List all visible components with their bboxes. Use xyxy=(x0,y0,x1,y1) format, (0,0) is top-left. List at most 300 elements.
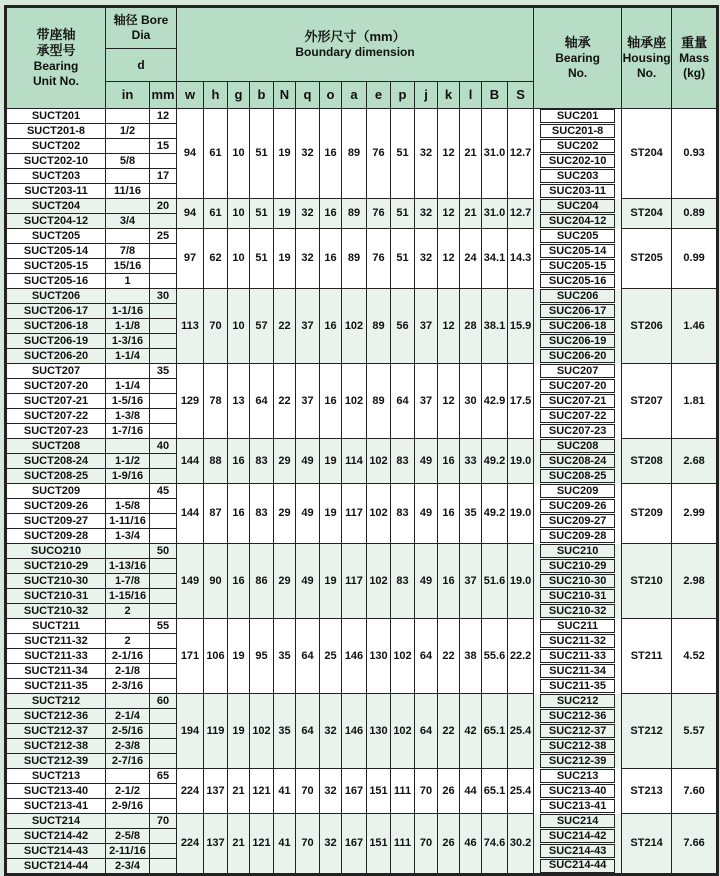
dim-col-header-b: b xyxy=(250,82,274,109)
bearing-no-cell xyxy=(534,304,622,319)
dim-e-cell: 102 xyxy=(367,544,391,619)
dim-N-cell: 35 xyxy=(274,694,296,769)
bearing-no-cell xyxy=(534,424,622,439)
bore-in-cell: 1-1/16 xyxy=(106,304,150,319)
unit-no-cell: SUCT204-12 xyxy=(6,214,106,229)
bore-mm-cell xyxy=(150,679,177,694)
unit-no-cell: SUCT211-35 xyxy=(6,679,106,694)
header-text: 承型号 xyxy=(36,43,76,58)
dim-col-header-q: q xyxy=(296,82,320,109)
dim-col-header-j: j xyxy=(415,82,438,109)
bearing-no-cell xyxy=(534,229,622,244)
dim-b-cell: 57 xyxy=(250,289,274,364)
unit-no-cell: SUCT206-17 xyxy=(6,304,106,319)
bearing-no-cell xyxy=(534,364,622,379)
header-text: 带座轴 xyxy=(36,26,76,42)
unit-no-cell: SUCT213 xyxy=(6,769,106,784)
dim-N-cell: 41 xyxy=(274,814,296,875)
bearing-no-cell xyxy=(534,514,622,529)
dim-h-cell: 87 xyxy=(204,484,228,544)
unit-no-cell: SUCT209-26 xyxy=(6,499,106,514)
dim-a-cell: 114 xyxy=(342,439,367,484)
dim-j-cell: 32 xyxy=(415,199,438,229)
bearing-no-cell xyxy=(534,784,622,799)
dim-col-header-l: l xyxy=(460,82,482,109)
dim-l-cell: 21 xyxy=(460,109,482,199)
bearing-no-cell xyxy=(534,124,622,139)
bearing-no-box: SUC214-42 xyxy=(540,829,615,843)
bore-in-cell: 1 xyxy=(106,274,150,289)
bearing-no-cell xyxy=(534,694,622,709)
bore-mm-cell xyxy=(150,664,177,679)
dim-k-cell: 12 xyxy=(438,229,460,289)
dim-a-cell: 117 xyxy=(342,484,367,544)
dim-S-cell: 19.0 xyxy=(508,484,534,544)
bore-in-cell: 2-5/16 xyxy=(106,724,150,739)
dim-o-cell: 19 xyxy=(320,484,342,544)
bearing-no-cell xyxy=(534,709,622,724)
dim-e-cell: 76 xyxy=(367,229,391,289)
dim-k-cell: 22 xyxy=(438,619,460,694)
bearing-no-box: SUC211-35 xyxy=(540,679,615,693)
unit-no-cell: SUCT207 xyxy=(6,364,106,379)
mass-cell: 7.66 xyxy=(672,814,718,875)
bearing-no-cell xyxy=(534,844,622,859)
bearing-no-cell xyxy=(534,319,622,334)
bore-in-cell: 2-3/16 xyxy=(106,679,150,694)
bore-in-cell: 2-3/4 xyxy=(106,859,150,875)
dim-w-cell: 149 xyxy=(177,544,204,619)
dim-l-cell: 46 xyxy=(460,814,482,875)
bearing-no-cell xyxy=(534,634,622,649)
dim-j-cell: 32 xyxy=(415,229,438,289)
dim-p-cell: 83 xyxy=(391,439,415,484)
bearing-no-box: SUC212-36 xyxy=(540,709,615,723)
header-text: Bearing xyxy=(555,51,600,66)
bore-in-cell: 15/16 xyxy=(106,259,150,274)
bore-in-cell xyxy=(106,199,150,214)
bore-in-cell xyxy=(106,694,150,709)
col-header-in: in xyxy=(106,82,150,109)
dim-j-cell: 49 xyxy=(415,484,438,544)
bearing-no-cell xyxy=(534,649,622,664)
bearing-no-cell xyxy=(534,829,622,844)
dim-g-cell: 10 xyxy=(228,289,250,364)
bore-mm-cell xyxy=(150,244,177,259)
dim-N-cell: 29 xyxy=(274,544,296,619)
dim-q-cell: 37 xyxy=(296,364,320,439)
dim-k-cell: 12 xyxy=(438,289,460,364)
table-row xyxy=(6,289,718,304)
dim-S-cell: 17.5 xyxy=(508,364,534,439)
dim-e-cell: 76 xyxy=(367,109,391,199)
bore-in-cell xyxy=(106,544,150,559)
unit-no-cell: SUCT205-15 xyxy=(6,259,106,274)
unit-no-cell: SUCT206-20 xyxy=(6,349,106,364)
bore-in-cell: 2-9/16 xyxy=(106,799,150,814)
dim-b-cell: 86 xyxy=(250,544,274,619)
dim-N-cell: 22 xyxy=(274,289,296,364)
col-header-bearing-unit-no xyxy=(6,7,106,109)
bore-mm-cell xyxy=(150,649,177,664)
bore-mm-cell xyxy=(150,334,177,349)
bearing-no-cell xyxy=(534,109,622,124)
dim-k-cell: 12 xyxy=(438,109,460,199)
unit-no-cell: SUCT207-23 xyxy=(6,424,106,439)
bearing-no-cell xyxy=(534,499,622,514)
unit-no-cell: SUCT210-30 xyxy=(6,574,106,589)
housing-no-cell: ST212 xyxy=(622,694,672,769)
header-text: No. xyxy=(567,66,588,81)
bore-mm-cell xyxy=(150,409,177,424)
dim-p-cell: 83 xyxy=(391,484,415,544)
bore-in-cell xyxy=(106,439,150,454)
bore-in-cell: 1-5/16 xyxy=(106,394,150,409)
unit-no-cell: SUCT212-38 xyxy=(6,739,106,754)
dim-N-cell: 22 xyxy=(274,364,296,439)
bore-in-cell: 2 xyxy=(106,604,150,619)
dim-j-cell: 37 xyxy=(415,289,438,364)
bore-in-cell: 1-9/16 xyxy=(106,469,150,484)
bore-mm-cell xyxy=(150,559,177,574)
dim-col-header-g: g xyxy=(228,82,250,109)
bearing-no-cell xyxy=(534,619,622,634)
dim-p-cell: 102 xyxy=(391,694,415,769)
housing-no-cell: ST210 xyxy=(622,544,672,619)
bearing-no-box: SUC211-33 xyxy=(540,649,615,663)
dim-e-cell: 102 xyxy=(367,484,391,544)
bore-mm-cell xyxy=(150,394,177,409)
dim-w-cell: 129 xyxy=(177,364,204,439)
bore-in-cell: 11/16 xyxy=(106,184,150,199)
dim-q-cell: 64 xyxy=(296,694,320,769)
table-row xyxy=(6,439,718,454)
bore-in-cell xyxy=(106,139,150,154)
dim-j-cell: 32 xyxy=(415,109,438,199)
bearing-no-cell xyxy=(534,199,622,214)
bore-mm-cell xyxy=(150,469,177,484)
dim-h-cell: 61 xyxy=(204,199,228,229)
dim-g-cell: 21 xyxy=(228,814,250,875)
dim-o-cell: 16 xyxy=(320,199,342,229)
dim-e-cell: 89 xyxy=(367,364,391,439)
dim-o-cell: 16 xyxy=(320,109,342,199)
bearing-no-box: SUC214-44 xyxy=(540,859,615,873)
dim-h-cell: 137 xyxy=(204,769,228,814)
bore-mm-cell xyxy=(150,184,177,199)
dim-q-cell: 70 xyxy=(296,814,320,875)
unit-no-cell: SUCT212-37 xyxy=(6,724,106,739)
dim-k-cell: 16 xyxy=(438,439,460,484)
mass-cell: 2.99 xyxy=(672,484,718,544)
bore-in-cell: 2 xyxy=(106,634,150,649)
header-text: 轴径 Bore xyxy=(113,13,169,27)
header-text: 轴承 xyxy=(564,34,591,50)
dim-l-cell: 24 xyxy=(460,229,482,289)
dim-B-cell: 42.9 xyxy=(482,364,508,439)
housing-no-cell: ST211 xyxy=(622,619,672,694)
bore-in-cell: 2-1/16 xyxy=(106,649,150,664)
bore-in-cell: 1-3/8 xyxy=(106,409,150,424)
bore-in-cell: 1-1/2 xyxy=(106,454,150,469)
bearing-no-box: SUC212 xyxy=(540,694,615,708)
dim-o-cell: 19 xyxy=(320,439,342,484)
bearing-no-cell xyxy=(534,739,622,754)
dim-S-cell: 12.7 xyxy=(508,199,534,229)
dim-o-cell: 32 xyxy=(320,769,342,814)
dim-S-cell: 22.2 xyxy=(508,619,534,694)
bore-in-cell: 1-5/8 xyxy=(106,499,150,514)
bore-in-cell: 1-13/16 xyxy=(106,559,150,574)
bearing-no-cell xyxy=(534,484,622,499)
bearing-no-cell xyxy=(534,154,622,169)
dim-j-cell: 49 xyxy=(415,544,438,619)
bore-mm-cell xyxy=(150,124,177,139)
bearing-no-cell xyxy=(534,724,622,739)
bearing-no-cell xyxy=(534,544,622,559)
bore-mm-cell: 15 xyxy=(150,139,177,154)
unit-no-cell: SUCT208-25 xyxy=(6,469,106,484)
bore-in-cell: 1-7/8 xyxy=(106,574,150,589)
dim-N-cell: 35 xyxy=(274,619,296,694)
bore-mm-cell: 30 xyxy=(150,289,177,304)
bore-in-cell: 1-3/16 xyxy=(106,334,150,349)
bore-mm-cell xyxy=(150,604,177,619)
dim-q-cell: 70 xyxy=(296,769,320,814)
dim-b-cell: 51 xyxy=(250,109,274,199)
dim-l-cell: 28 xyxy=(460,289,482,364)
bearing-no-box: SUC209-28 xyxy=(540,529,615,543)
bearing-no-box: SUC206-18 xyxy=(540,319,615,333)
bearing-no-box: SUC212-39 xyxy=(540,754,615,768)
bearing-no-cell xyxy=(534,214,622,229)
unit-no-cell: SUCT206 xyxy=(6,289,106,304)
dim-g-cell: 16 xyxy=(228,439,250,484)
bore-mm-cell xyxy=(150,844,177,859)
bore-in-cell: 1-7/16 xyxy=(106,424,150,439)
dim-p-cell: 83 xyxy=(391,544,415,619)
dim-h-cell: 61 xyxy=(204,109,228,199)
col-header-bearing-no xyxy=(534,7,622,109)
dim-p-cell: 51 xyxy=(391,199,415,229)
dim-col-header-B: B xyxy=(482,82,508,109)
bearing-no-box: SUC205-14 xyxy=(540,244,615,258)
bearing-no-cell xyxy=(534,814,622,829)
dim-g-cell: 10 xyxy=(228,109,250,199)
dim-b-cell: 121 xyxy=(250,814,274,875)
dim-e-cell: 76 xyxy=(367,199,391,229)
bearing-no-box: SUC211 xyxy=(540,619,615,633)
dim-S-cell: 19.0 xyxy=(508,439,534,484)
housing-no-cell: ST204 xyxy=(622,199,672,229)
bore-mm-cell xyxy=(150,724,177,739)
dim-b-cell: 51 xyxy=(250,199,274,229)
bore-in-cell: 2-1/8 xyxy=(106,664,150,679)
bore-mm-cell xyxy=(150,304,177,319)
dim-a-cell: 102 xyxy=(342,364,367,439)
unit-no-cell: SUCT209-28 xyxy=(6,529,106,544)
dim-B-cell: 65.1 xyxy=(482,694,508,769)
bore-in-cell: 1-15/16 xyxy=(106,589,150,604)
dim-k-cell: 16 xyxy=(438,544,460,619)
dim-q-cell: 32 xyxy=(296,229,320,289)
mass-cell: 4.52 xyxy=(672,619,718,694)
dim-k-cell: 22 xyxy=(438,694,460,769)
bearing-no-box: SUC206 xyxy=(540,289,615,303)
unit-no-cell: SUCT203-11 xyxy=(6,184,106,199)
bore-mm-cell xyxy=(150,829,177,844)
dim-l-cell: 35 xyxy=(460,484,482,544)
dim-a-cell: 89 xyxy=(342,109,367,199)
dim-e-cell: 130 xyxy=(367,619,391,694)
unit-no-cell: SUCT210-29 xyxy=(6,559,106,574)
bearing-no-cell xyxy=(534,274,622,289)
bearing-no-cell xyxy=(534,574,622,589)
unit-no-cell: SUCT203 xyxy=(6,169,106,184)
unit-no-cell: SUCT211-34 xyxy=(6,664,106,679)
dim-col-header-S: S xyxy=(508,82,534,109)
dim-b-cell: 64 xyxy=(250,364,274,439)
dim-w-cell: 113 xyxy=(177,289,204,364)
dim-q-cell: 64 xyxy=(296,619,320,694)
bore-mm-cell: 50 xyxy=(150,544,177,559)
bore-mm-cell xyxy=(150,274,177,289)
dim-e-cell: 151 xyxy=(367,769,391,814)
bore-mm-cell xyxy=(150,529,177,544)
table-row xyxy=(6,199,718,214)
dim-k-cell: 26 xyxy=(438,814,460,875)
bore-mm-cell xyxy=(150,379,177,394)
bore-mm-cell xyxy=(150,784,177,799)
bearing-no-box: SUC211-32 xyxy=(540,634,615,648)
dim-w-cell: 194 xyxy=(177,694,204,769)
bearing-no-cell xyxy=(534,454,622,469)
dim-q-cell: 49 xyxy=(296,544,320,619)
table-row xyxy=(6,229,718,244)
bore-mm-cell: 20 xyxy=(150,199,177,214)
bore-mm-cell: 45 xyxy=(150,484,177,499)
unit-no-cell: SUCT205-14 xyxy=(6,244,106,259)
bore-mm-cell xyxy=(150,424,177,439)
bearing-no-cell xyxy=(534,244,622,259)
table-row xyxy=(6,814,718,829)
bearing-no-cell xyxy=(534,439,622,454)
bore-mm-cell: 35 xyxy=(150,364,177,379)
dim-col-header-a: a xyxy=(342,82,367,109)
bearing-no-cell xyxy=(534,259,622,274)
bore-mm-cell xyxy=(150,514,177,529)
dim-b-cell: 51 xyxy=(250,229,274,289)
housing-no-cell: ST207 xyxy=(622,364,672,439)
unit-no-cell: SUCT202-10 xyxy=(6,154,106,169)
dim-q-cell: 49 xyxy=(296,484,320,544)
dim-p-cell: 102 xyxy=(391,619,415,694)
bore-mm-cell xyxy=(150,259,177,274)
bearing-no-box: SUC205 xyxy=(540,229,615,243)
bearing-no-box: SUC207-22 xyxy=(540,409,615,423)
bearing-no-box: SUC207 xyxy=(540,364,615,378)
bore-in-cell: 3/4 xyxy=(106,214,150,229)
housing-no-cell: ST204 xyxy=(622,109,672,199)
unit-no-cell: SUCT201-8 xyxy=(6,124,106,139)
bore-mm-cell xyxy=(150,574,177,589)
unit-no-cell: SUCT214-43 xyxy=(6,844,106,859)
bearing-no-box: SUC210-30 xyxy=(540,574,615,588)
bearing-no-cell xyxy=(534,349,622,364)
bore-in-cell xyxy=(106,364,150,379)
dim-l-cell: 30 xyxy=(460,364,482,439)
header-text: (kg) xyxy=(683,66,706,81)
bearing-no-box: SUC207-21 xyxy=(540,394,615,408)
dim-o-cell: 16 xyxy=(320,289,342,364)
housing-no-cell: ST209 xyxy=(622,484,672,544)
dim-w-cell: 224 xyxy=(177,769,204,814)
col-header-bore-dia xyxy=(106,7,177,49)
unit-no-cell: SUCT210-32 xyxy=(6,604,106,619)
dim-S-cell: 14.3 xyxy=(508,229,534,289)
bearing-no-box: SUC204-12 xyxy=(540,214,615,228)
mass-cell: 2.98 xyxy=(672,544,718,619)
dim-g-cell: 10 xyxy=(228,199,250,229)
bearing-no-box: SUC210-31 xyxy=(540,589,615,603)
bore-mm-cell xyxy=(150,154,177,169)
bore-mm-cell: 65 xyxy=(150,769,177,784)
dim-j-cell: 37 xyxy=(415,364,438,439)
dim-a-cell: 167 xyxy=(342,814,367,875)
bore-in-cell: 7/8 xyxy=(106,244,150,259)
dim-k-cell: 16 xyxy=(438,484,460,544)
dim-o-cell: 19 xyxy=(320,544,342,619)
unit-no-cell: SUCT207-21 xyxy=(6,394,106,409)
dim-B-cell: 31.0 xyxy=(482,199,508,229)
dim-p-cell: 111 xyxy=(391,769,415,814)
unit-no-cell: SUCT211-32 xyxy=(6,634,106,649)
dim-j-cell: 70 xyxy=(415,769,438,814)
unit-no-cell: SUCT206-19 xyxy=(6,334,106,349)
bearing-spec-table xyxy=(4,5,719,876)
dim-b-cell: 121 xyxy=(250,769,274,814)
unit-no-cell: SUCT213-41 xyxy=(6,799,106,814)
bearing-no-box: SUC210-29 xyxy=(540,559,615,573)
dim-h-cell: 106 xyxy=(204,619,228,694)
housing-no-cell: ST214 xyxy=(622,814,672,875)
bore-in-cell: 2-1/2 xyxy=(106,784,150,799)
bearing-no-cell xyxy=(534,394,622,409)
mass-cell: 1.81 xyxy=(672,364,718,439)
bearing-no-box: SUC204 xyxy=(540,199,615,213)
bore-mm-cell: 25 xyxy=(150,229,177,244)
dim-b-cell: 95 xyxy=(250,619,274,694)
housing-no-cell: ST213 xyxy=(622,769,672,814)
dim-col-header-e: e xyxy=(367,82,391,109)
dim-w-cell: 171 xyxy=(177,619,204,694)
dim-p-cell: 56 xyxy=(391,289,415,364)
unit-no-cell: SUCT213-40 xyxy=(6,784,106,799)
dim-S-cell: 25.4 xyxy=(508,694,534,769)
dim-b-cell: 83 xyxy=(250,439,274,484)
dim-b-cell: 83 xyxy=(250,484,274,544)
bore-in-cell: 1/2 xyxy=(106,124,150,139)
dim-S-cell: 19.0 xyxy=(508,544,534,619)
bearing-no-box: SUC205-15 xyxy=(540,259,615,273)
header-text: Dia xyxy=(131,28,151,42)
dim-S-cell: 15.9 xyxy=(508,289,534,364)
bearing-no-cell xyxy=(534,169,622,184)
dim-p-cell: 51 xyxy=(391,109,415,199)
dim-h-cell: 62 xyxy=(204,229,228,289)
bore-in-cell: 2-11/16 xyxy=(106,844,150,859)
table-header xyxy=(6,7,718,109)
